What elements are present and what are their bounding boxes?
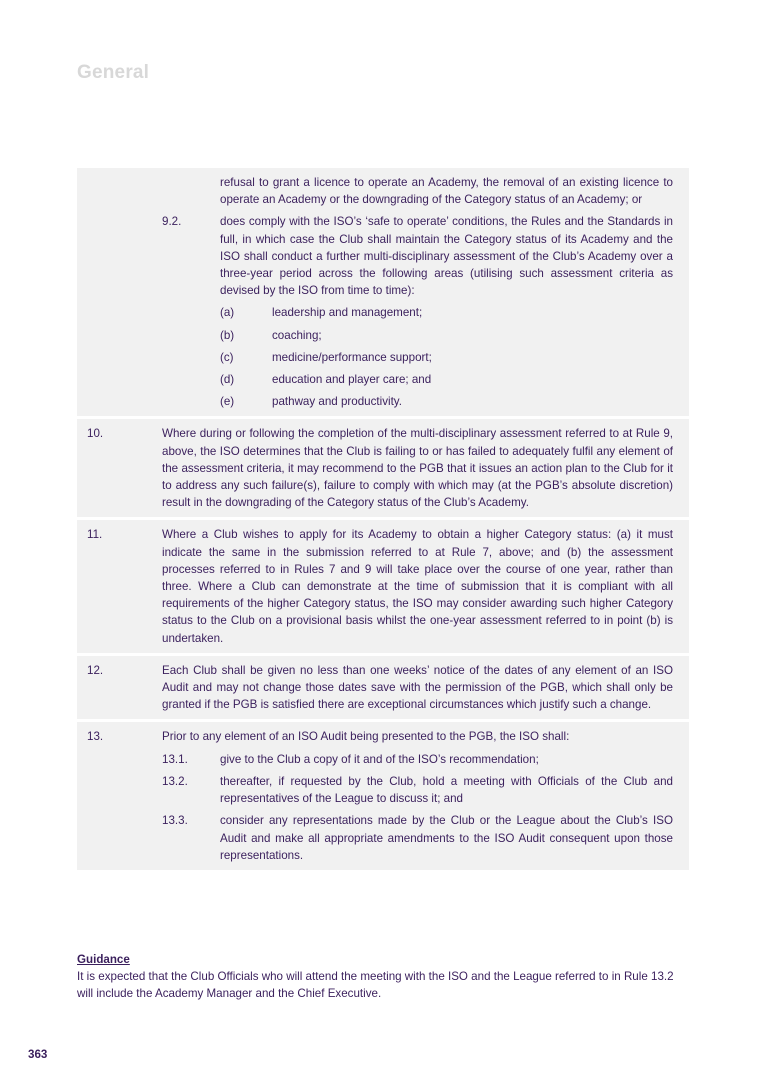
rule-9-2-text: does comply with the ISO’s ‘safe to operate’ conditions, the Rules and the Standards in full, in which case the Club shall maintain the Category status of its Academy and the ISO shall conduct a further multi-disciplinary assessment of the Club’s Academy over a three-year period across the following areas (utilising such assessment criteria as devised by the ISO from time to time):	[220, 215, 673, 298]
rule-9-block	[77, 168, 689, 416]
rule-13-3-number: 13.3.	[162, 814, 188, 828]
rule-13-2-text: thereafter, if requested by the Club, hold a meeting with Officials of the Club and representatives of the League to discuss it; and	[220, 774, 673, 806]
section-title: General	[77, 62, 150, 83]
guidance-text: It is expected that the Club Officials who will attend the meeting with the ISO and the League referred to in Rule 13.2 will include the Academy Manager and the Chief Executive.	[77, 970, 674, 1001]
rules-table	[77, 168, 689, 873]
rule-10-text: Where during or following the completion of the multi-disciplinary assessment referred to at Rule 9, above, the ISO determines that the Club is failing to or has failed to adequately fulfil any element of the assessment criteria, it may recommend to the PGB that it issues an action plan to the Club for it to address any such failure(s), failure to comply with which may (at the PGB’s absolute discretion) result in the downgrading of the Category status of the Club’s Academy.	[162, 427, 673, 510]
rule-13-1-text: give to the Club a copy of it and of the ISO’s recommendation;	[220, 752, 539, 766]
rule-13-number: 13.	[87, 730, 104, 744]
rule-13-2-number: 13.2.	[162, 774, 188, 788]
rule-13-text: Prior to any element of an ISO Audit being presented to the PGB, the ISO shall:	[162, 730, 570, 744]
rule-13-2	[162, 773, 673, 807]
list-item-text: medicine/performance support;	[272, 350, 432, 364]
list-item-marker: (d)	[220, 373, 235, 387]
list-item-text: pathway and productivity.	[272, 395, 402, 409]
rule-12-number: 12.	[87, 663, 104, 677]
rule-13-body	[162, 728, 673, 863]
list-item-text: leadership and management;	[272, 306, 423, 320]
rule-13-1	[162, 751, 673, 768]
list-item	[220, 371, 673, 388]
list-item-marker: (c)	[220, 350, 234, 364]
rule-10-number: 10.	[87, 427, 104, 441]
rule-11-text: Where a Club wishes to apply for its Academy to obtain a higher Category status: (a) it must indicate the same in the submission referred to at Rule 7, above; and (b) the assessment processes referred to in Rules 7 and 9 will take place over the course of one year, rather than three. Where a Club can demonstrate at the time of submission that it is compliant with all requirements of the higher Category status, the ISO may consider awarding such higher Category status to the Club on a provisional basis whilst the one-year assessment referred to in point (b) is undertaken.	[162, 528, 673, 645]
rule-9-2	[162, 213, 673, 410]
list-item-text: education and player care; and	[272, 373, 432, 387]
list-item-marker: (a)	[220, 306, 235, 320]
list-item-marker: (b)	[220, 328, 235, 342]
list-item	[220, 327, 673, 344]
list-item	[220, 304, 673, 321]
rule-13-1-number: 13.1.	[162, 752, 188, 766]
list-item	[220, 349, 673, 366]
list-item-text: coaching;	[272, 328, 322, 342]
rule-11-block	[77, 520, 689, 652]
rule-9-1-continuation: refusal to grant a licence to operate an Academy, the removal of an existing licence to operate an Academy or the downgrading of the Category status of an Academy; or	[220, 176, 673, 207]
guidance-heading: Guidance	[77, 953, 130, 966]
rule-13-block	[77, 722, 689, 869]
page-number: 363	[28, 1048, 48, 1061]
list-item-marker: (e)	[220, 395, 235, 409]
rule-9-2-number: 9.2.	[162, 215, 182, 229]
rule-10-block	[77, 419, 689, 517]
rule-12-block	[77, 656, 689, 720]
guidance-section	[77, 951, 689, 1003]
list-item	[220, 393, 673, 410]
rule-12-text: Each Club shall be given no less than one weeks’ notice of the dates of any element of an ISO Audit and may not change those dates save with the permission of the PGB, which shall only be granted if the PGB is satisfied there are exceptional circumstances which justify such a change.	[162, 663, 673, 712]
rule-11-number: 11.	[87, 528, 103, 542]
rule-13-3-text: consider any representations made by the Club or the League about the Club’s ISO Audit and make all appropriate amendments to the ISO Audit consequent upon those representations.	[220, 814, 673, 862]
rule-13-3	[162, 812, 673, 864]
